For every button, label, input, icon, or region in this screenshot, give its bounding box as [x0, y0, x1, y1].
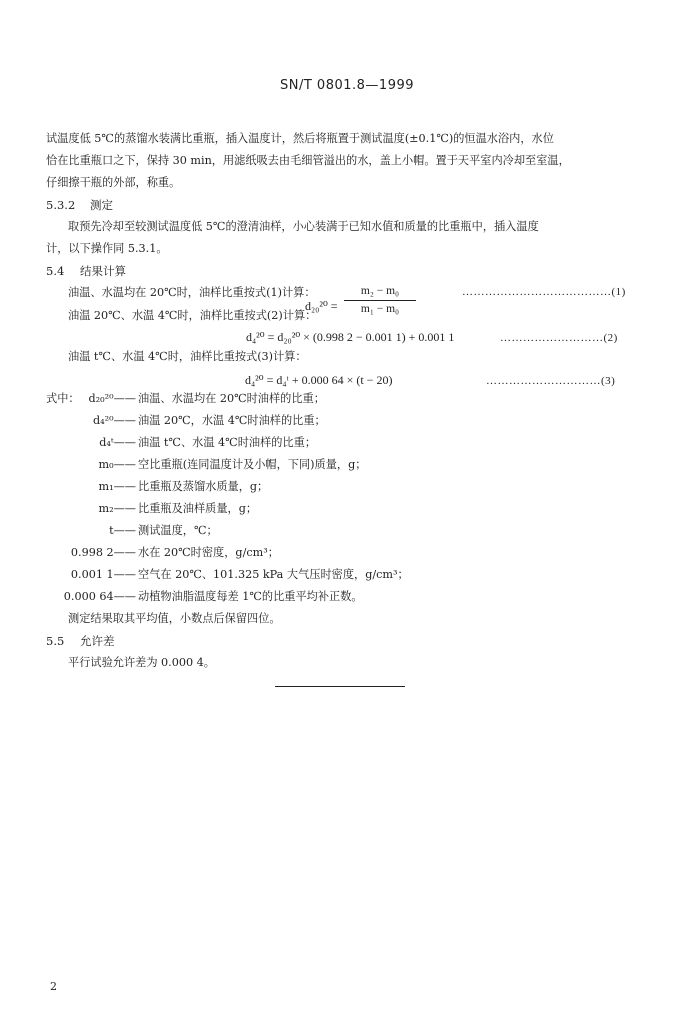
paragraph-line: 试温度低 5℃的蒸馏水装满比重瓶，插入温度计，然后将瓶置于测试温度(±0.1℃)的恒温水浴内，水位	[46, 132, 554, 145]
where-label: 式中：	[46, 392, 80, 405]
section-title: 允许差	[80, 634, 115, 648]
section-title: 结果计算	[80, 264, 126, 278]
definition-text: 比重瓶及油样质量，g；	[138, 502, 258, 515]
section-number: 5.4	[46, 264, 65, 278]
definition-text: 测试温度，℃；	[138, 524, 218, 537]
definition-text: 比重瓶及蒸馏水质量，g；	[138, 480, 269, 493]
section-number: 5.5	[46, 634, 65, 648]
definition-text: 水在 20℃时密度，g/cm³；	[138, 546, 279, 559]
definition-symbol: m₀——	[98, 458, 136, 471]
formula-intro: 油温 t℃、水温 4℃时，油样比重按式(3)计算：	[68, 350, 307, 363]
formula-1-lhs: d₂₀²⁰ =	[305, 299, 338, 313]
definition-text: 动植物油脂温度每差 1℃的比重平均补正数。	[138, 590, 363, 603]
end-rule	[275, 686, 405, 687]
paragraph-line: 取预先冷却至较测试温度低 5℃的澄清油样，小心装满于已知水值和质量的比重瓶中，插入温度	[68, 220, 539, 233]
definition-text: 油温、水温均在 20℃时油样的比重；	[138, 392, 325, 405]
definition-symbol: m₂——	[98, 502, 136, 515]
formula-3: d₄²⁰ = d₄ᵗ + 0.000 64 × (t − 20)	[245, 373, 393, 387]
definition-text: 油温 t℃、水温 4℃时油样的比重；	[138, 436, 317, 449]
definition-text: 空气在 20℃、101.325 kPa 大气压时密度，g/cm³；	[138, 568, 409, 581]
paragraph-line: 计，以下操作同 5.3.1。	[46, 242, 168, 255]
definition-symbol: m₁——	[98, 480, 136, 493]
definition-text: 油温 20℃，水温 4℃时油样的比重；	[138, 414, 326, 427]
paragraph-line: 仔细擦干瓶的外部，称重。	[46, 176, 181, 189]
definition-symbol: 0.998 2——	[70, 546, 136, 559]
equation-number: …………………………(3)	[486, 375, 616, 387]
paragraph-line: 恰在比重瓶口之下，保持 30 min，用滤纸吸去由毛细管溢出的水，盖上小帽。置于天平室内冷却至室温，	[46, 154, 570, 167]
section-title: 测定	[90, 198, 113, 212]
definition-symbol: d₄ᵗ——	[99, 436, 136, 449]
page-number: 2	[50, 980, 57, 993]
definition-symbol: t——	[109, 524, 136, 537]
paragraph-line: 测定结果取其平均值，小数点后保留四位。	[68, 612, 281, 625]
definition-text: 空比重瓶(连同温度计及小帽，下同)质量，g；	[138, 458, 367, 471]
standard-header: SN/T 0801.8—1999	[280, 78, 415, 93]
equation-number: …………………………………(1)	[462, 286, 626, 298]
formula-intro: 油温 20℃、水温 4℃时，油样比重按式(2)计算：	[68, 309, 317, 322]
equation-number: ………………………(2)	[500, 332, 618, 344]
definition-symbol: 0.001 1——	[70, 568, 136, 581]
fraction-numerator: m₂ − m₀	[360, 285, 400, 297]
formula-2: d₄²⁰ = d₂₀²⁰ × (0.998 2 − 0.001 1) + 0.001 1	[246, 330, 455, 344]
fraction-bar	[344, 300, 416, 301]
fraction-denominator: m₁ − m₀	[360, 303, 400, 315]
formula-1-fraction	[344, 284, 416, 317]
section-number: 5.3.2	[46, 198, 76, 212]
definition-symbol: 0.000 64——	[63, 590, 136, 603]
definition-symbol: d₂₀²⁰——	[88, 392, 136, 405]
paragraph-line: 平行试验允许差为 0.000 4。	[68, 656, 215, 669]
formula-intro: 油温、水温均在 20℃时，油样比重按式(1)计算：	[68, 286, 316, 299]
definition-symbol: d₄²⁰——	[93, 414, 136, 427]
